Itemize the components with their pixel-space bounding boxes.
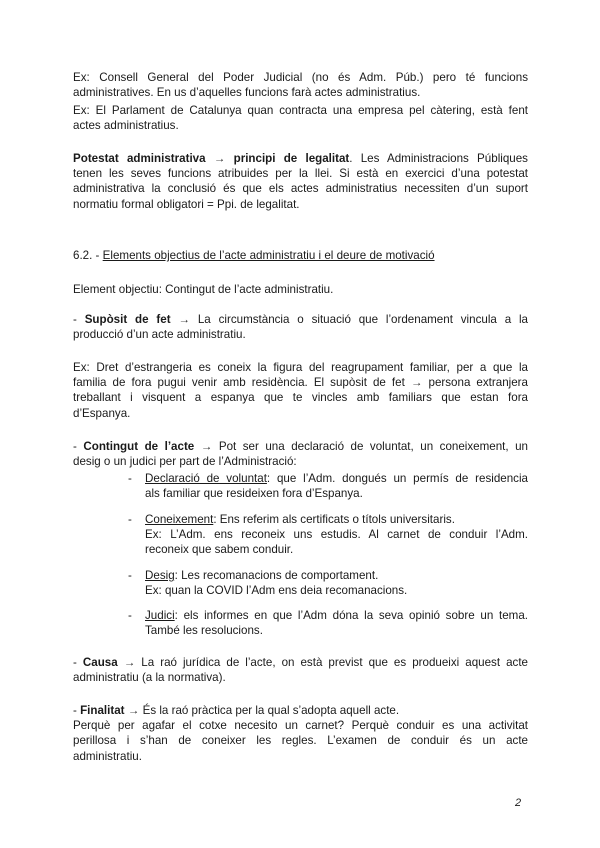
finalitat-paragraph	[73, 703, 528, 764]
text-line: treballant i visquent a espanya que te vincles amb familiars que estan fora	[73, 391, 528, 405]
item-term: Declaració de voluntat	[145, 472, 267, 485]
list-item-judici	[145, 608, 528, 638]
text-span: . Les Administracions Públiques	[349, 152, 528, 165]
bullet-dash: -	[128, 609, 132, 622]
causa-heading: Causa	[82, 656, 118, 669]
text-line: als familiar que resideixen fora d’Espanya.	[145, 487, 363, 501]
text-line: administratives. En us d’aquelles funcions farà actes administratius.	[73, 86, 421, 100]
text-span: : Ens referim als certificats o títols universitaris.	[213, 513, 455, 526]
text-span: → Pot ser una declaració de voluntat, un coneixement, un	[194, 440, 528, 453]
section-heading	[73, 248, 528, 263]
text-line: normatiu formal obligatori = Ppi. de legalitat.	[73, 197, 300, 211]
dash: -	[73, 440, 84, 453]
list-item-declaracio	[145, 471, 528, 501]
suposit-paragraph	[73, 312, 528, 342]
text-span: : Les recomanacions de comportament.	[174, 569, 379, 582]
text-line: familia de fora pugui venir amb residència. El supòsit de fet → persona extranjera	[73, 376, 528, 390]
text-line: Ex: quan la COVID l’Adm ens deia recomanacions.	[145, 584, 408, 598]
item-term: Desig	[145, 569, 175, 582]
text-line: administratiu.	[73, 749, 142, 763]
text-line	[73, 703, 528, 718]
text-line: administratiu (a la normativa).	[73, 671, 226, 685]
text-line	[145, 568, 528, 583]
example-parlament	[73, 103, 528, 133]
section-number: 6.2. -	[73, 249, 103, 262]
text-line: administrativa la conclusió és que els actes administratius necessiten d’un suport	[73, 182, 528, 196]
dash: -	[73, 704, 81, 717]
contingut-heading: Contingut de l’acte	[83, 440, 195, 453]
text-span: : que l’Adm. dongués un permís de residencia	[266, 472, 528, 485]
section-title: Elements objectius de l’acte administratiu i el deure de motivació	[102, 249, 435, 262]
text-line	[73, 655, 528, 670]
list-item-coneixement	[145, 512, 528, 558]
text-line	[145, 608, 528, 623]
text-span: : els informes en que l’Adm dóna la seva opinió sobre un tema.	[174, 609, 528, 622]
text-line: Ex: L’Adm. ens reconeix uns estudis. Al carnet de conduir l’Adm.	[145, 528, 528, 542]
example-consell-general	[73, 70, 528, 100]
text-line	[73, 151, 528, 166]
dash: -	[73, 656, 83, 669]
text-line	[145, 471, 528, 486]
finalitat-heading: Finalitat	[80, 704, 125, 717]
text-line: d’Espanya.	[73, 406, 131, 420]
list-item-desig	[145, 568, 528, 598]
bullet-dash: -	[128, 513, 132, 526]
page-number: 2	[515, 797, 522, 809]
bullet-dash: -	[128, 569, 132, 582]
text-line: desig o un judici per part de l’Administració:	[73, 455, 297, 469]
item-term: Coneixement	[145, 513, 214, 526]
text-line: Ex: Dret d’estrangeria es coneix la figura del reagrupament familiar, per a que la	[73, 361, 528, 374]
causa-paragraph	[73, 655, 528, 685]
estrangeria-example	[73, 360, 528, 421]
text-line: actes administratius.	[73, 119, 179, 133]
text-line: reconeix que sabem conduir.	[145, 543, 294, 557]
text-line: Ex: Consell General del Poder Judicial (no és Adm. Púb.) pero té funcions	[73, 71, 528, 84]
text-span: → La circumstància o situació que l’ordenament vincula a la	[170, 313, 528, 326]
bullet-dash: -	[128, 472, 132, 485]
text-span: → És la raó pràctica per la qual s’adopta aquell acte.	[124, 704, 400, 717]
text-line	[145, 512, 528, 527]
text-line: També les resolucions.	[145, 624, 263, 638]
element-objectiu: Element objectiu: Contingut de l’acte administratiu.	[73, 283, 334, 296]
potestat-paragraph	[73, 151, 528, 212]
text-line: tenen les seves funcions atribuides per la llei. Si està en exercici d’una potestat	[73, 167, 528, 181]
text-line	[73, 439, 528, 454]
item-term: Judici	[145, 609, 175, 622]
potestat-heading: Potestat administrativa → principi de legalitat	[73, 152, 350, 165]
text-line: perillosa i s’han de coneixer les regles. L’examen de conduir és un acte	[73, 734, 528, 748]
text-line: Ex: El Parlament de Catalunya quan contracta una empresa pel càtering, està fent	[73, 104, 528, 117]
contingut-paragraph	[73, 439, 528, 469]
suposit-heading: Supòsit de fet	[84, 313, 171, 326]
text-span: → La raó jurídica de l’acte, on està previst que es produeixi aquest acte	[117, 656, 528, 669]
text-line	[73, 312, 528, 327]
text-line: producció d’un acte administratiu.	[73, 328, 246, 342]
dash: -	[73, 313, 85, 326]
text-line: Perquè per agafar el cotxe necesito un carnet? Perquè conduir es una activitat	[73, 719, 528, 733]
